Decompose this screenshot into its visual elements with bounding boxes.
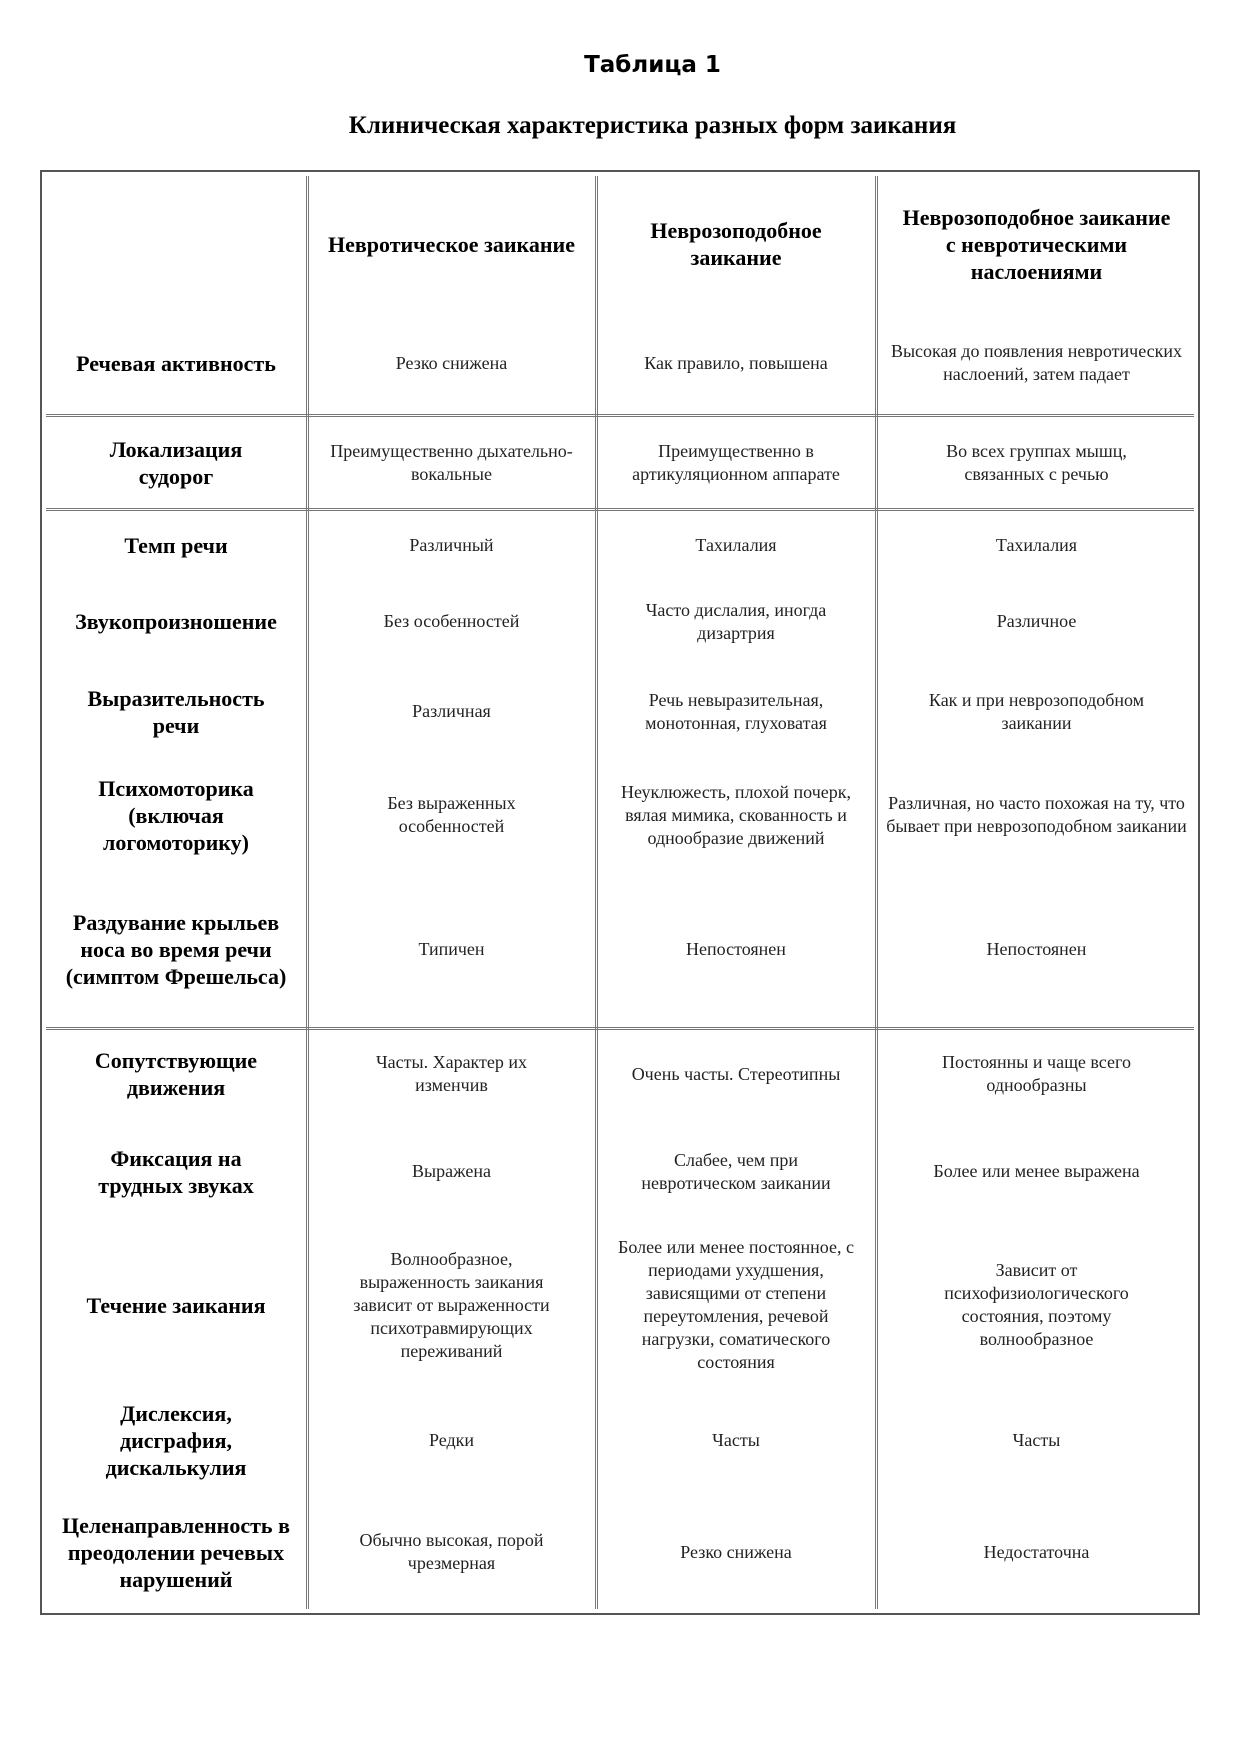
table-cell: Как правило, повышена: [644, 352, 828, 373]
row-label: Речевая активность: [76, 350, 276, 376]
row-label: Выразительность речи: [87, 685, 265, 738]
table-cell: Постоянны и чаще всего однообразны: [942, 1052, 1131, 1095]
table-cell: Различное: [996, 611, 1077, 631]
row-label: Целенаправленность в преодолении речевых нарушений: [62, 1512, 290, 1592]
table-cell: Тахилалия: [695, 534, 777, 555]
row-label: Звукопроизношение: [75, 609, 277, 634]
row-label: Фиксация на трудных звуках: [98, 1145, 254, 1198]
table-cell: Непостоянен: [686, 938, 786, 959]
table-cell: Зависит от психофизиологического состояния, поэтому волнообразное: [944, 1260, 1129, 1349]
row-label: Раздувание крыльев носа во время речи (симптом Фрешельса): [65, 909, 287, 989]
table-cell: Резко снижена: [680, 1541, 792, 1562]
table-cell: Преимущественно в артикуляционном аппарате: [632, 440, 840, 484]
table-cell: Часто дислалия, иногда дизартрия: [645, 599, 827, 643]
table-cell: Слабее, чем при невротическом заикании: [641, 1149, 831, 1193]
row-label: Темп речи: [124, 532, 228, 558]
table-cell: Высокая до появления невротических наслоений, затем падает: [890, 341, 1183, 384]
table-cell: Волнообразное, выраженность заикания зависит от выраженности психотравмирующих переживаний: [353, 1248, 550, 1361]
table-cell: Типичен: [418, 938, 485, 959]
table-cell: Различный: [409, 534, 494, 555]
row-label: Сопутствующие движения: [94, 1048, 258, 1100]
row-label: Локализация судорог: [109, 436, 243, 489]
row-label: Психомоторика (включая логомоторику): [98, 775, 254, 855]
table-cell: Различная: [412, 701, 491, 721]
table-cell: Без особенностей: [383, 611, 520, 631]
header-neurotic: Невротическое заикание: [327, 231, 576, 257]
table-cell: Преимущественно дыхательно-вокальные: [330, 440, 573, 484]
clinical-table: [40, 170, 1200, 1615]
table-cell: Выражена: [412, 1161, 491, 1181]
table-cell: Более или менее постоянное, с периодами ухудшения, зависящими от степени переутомления, речевой нагрузки, соматического состояния: [618, 1237, 854, 1372]
table-title: Клиническая характеристика разных форм заикания: [348, 112, 957, 139]
header-cell-empty: [46, 176, 306, 312]
table-number: Таблица 1: [584, 52, 721, 78]
table-cell: Различная, но часто похожая на ту, что бывает при неврозоподобном заикании: [886, 793, 1187, 836]
table-cell: Более или менее выражена: [933, 1161, 1140, 1181]
table-cell: Недостаточна: [983, 1541, 1090, 1562]
table-cell: Часты: [712, 1429, 760, 1450]
table-cell: Речь невыразительная, монотонная, глуховатая: [645, 689, 827, 733]
table-cell: Часты. Характер их изменчив: [375, 1052, 528, 1095]
row-label: Дислексия, дисграфия, дискалькулия: [105, 1400, 247, 1480]
table-cell: Без выраженных особенностей: [387, 793, 516, 836]
table-cell: Обычно высокая, порой чрезмерная: [359, 1530, 544, 1573]
table-cell: Очень часты. Стереотипны: [631, 1063, 841, 1084]
row-label: Течение заикания: [86, 1292, 266, 1318]
table-cell: Резко снижена: [395, 352, 508, 373]
header-neurosis-like-with-layers: Неврозоподобное заикание с невротическими наслоениями: [902, 204, 1171, 284]
header-neurosis-like: Неврозоподобное заикание: [650, 218, 822, 270]
table-cell: Неуклюжесть, плохой почерк, вялая мимика, скованность и однообразие движений: [620, 781, 852, 848]
table-cell: Часты: [1012, 1429, 1061, 1450]
table-cell: Как и при неврозоподобном заикании: [928, 689, 1145, 733]
table-cell: Непостоянен: [986, 938, 1087, 959]
table-cell: Тахилалия: [995, 534, 1078, 555]
table-cell: Редки: [428, 1429, 475, 1450]
table-cell: Во всех группах мышц, связанных с речью: [946, 440, 1127, 484]
